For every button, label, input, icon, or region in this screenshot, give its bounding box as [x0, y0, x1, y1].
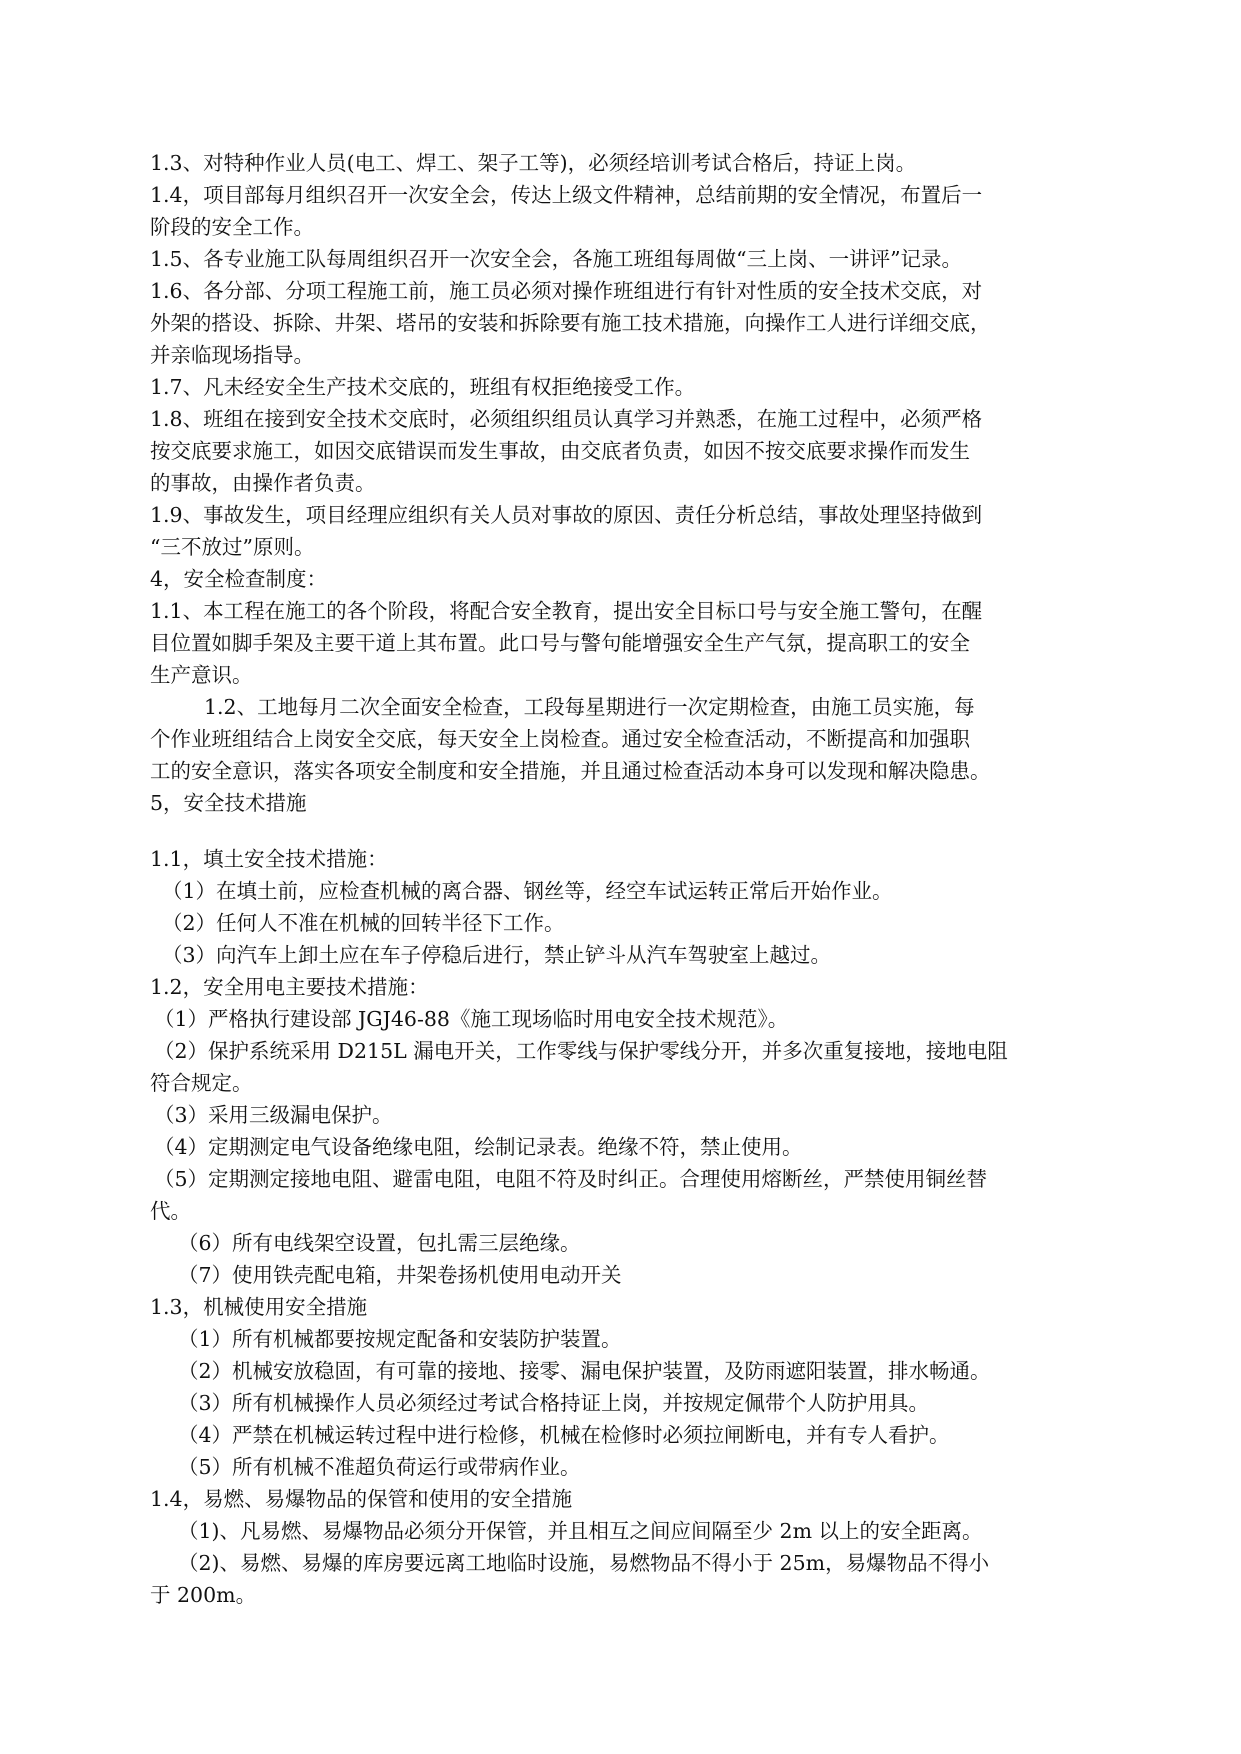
document-body	[150, 147, 1143, 1611]
list-item: （2)、易燃、易爆的库房要远离工地临时设施，易燃物品不得小于 25m，易爆物品不得小	[178, 1551, 990, 1575]
list-item: （6）所有电线架空设置，包扎需三层绝缘。	[178, 1231, 581, 1255]
list-item: （1）严格执行建设部 JGJ46-88《施工现场临时用电安全技术规范》。	[154, 1007, 789, 1031]
list-item: （3）所有机械操作人员必须经过考试合格持证上岗，并按规定佩带个人防护用具。	[178, 1391, 930, 1415]
text-line: 目位置如脚手架及主要干道上其布置。此口号与警句能增强安全生产气氛，提高职工的安全	[150, 631, 970, 655]
text-line: 1.7、凡未经安全生产技术交底的，班组有权拒绝接受工作。	[150, 375, 696, 399]
text-line: 1.3、对特种作业人员(电工、焊工、架子工等)，必须经培训考试合格后，持证上岗。	[150, 151, 917, 175]
text-line: 按交底要求施工，如因交底错误而发生事故，由交底者负责，如因不按交底要求操作而发生	[150, 439, 970, 463]
list-item: （3）向汽车上卸土应在车子停稳后进行，禁止铲斗从汽车驾驶室上越过。	[162, 943, 832, 967]
text-line: 1.1、本工程在施工的各个阶段，将配合安全教育，提出安全目标口号与安全施工警句，在醒	[150, 599, 983, 623]
list-item: （5）定期测定接地电阻、避雷电阻，电阻不符及时纠正。合理使用熔断丝，严禁使用铜丝替	[154, 1167, 988, 1191]
list-item: （4）严禁在机械运转过程中进行检修，机械在检修时必须拉闸断电，并有专人看护。	[178, 1423, 950, 1447]
subsection-heading: 1.4，易燃、易爆物品的保管和使用的安全措施	[150, 1487, 573, 1511]
text-line: “三不放过”原则。	[150, 535, 315, 559]
text-line: 的事故，由操作者负责。	[150, 471, 376, 495]
list-item: （4）定期测定电气设备绝缘电阻，绘制记录表。绝缘不符，禁止使用。	[154, 1135, 803, 1159]
subsection-heading: 1.3，机械使用安全措施	[150, 1295, 368, 1319]
text-line: 个作业班组结合上岗安全交底，每天安全上岗检查。通过安全检查活动，不断提高和加强职	[150, 727, 970, 751]
subsection-heading: 1.1，填土安全技术措施：	[150, 847, 388, 871]
paragraph-gap	[150, 819, 1143, 843]
list-item: （3）采用三级漏电保护。	[154, 1103, 393, 1127]
text-line: 1.6、各分部、分项工程施工前，施工员必须对操作班组进行有针对性质的安全技术交底，对	[150, 279, 983, 303]
list-item: （1）在填土前，应检查机械的离合器、钢丝等，经空车试运转正常后开始作业。	[162, 879, 893, 903]
list-item: （2）保护系统采用 D215L 漏电开关，工作零线与保护零线分开，并多次重复接地，接地电阻	[154, 1039, 1008, 1063]
list-item: （5）所有机械不准超负荷运行或带病作业。	[178, 1455, 581, 1479]
text-line: 1.2、工地每月二次全面安全检查，工段每星期进行一次定期检查，由施工员实施，每	[204, 695, 975, 719]
list-item: （2）机械安放稳固，有可靠的接地、接零、漏电保护装置，及防雨遮阳装置，排水畅通。	[178, 1359, 991, 1383]
section-heading: 5，安全技术措施	[150, 791, 307, 815]
text-line: 1.9、事故发生，项目经理应组织有关人员对事故的原因、责任分析总结，事故处理坚持做到	[150, 503, 983, 527]
list-item: （1)、凡易燃、易爆物品必须分开保管，并且相互之间应间隔至少 2m 以上的安全距离。	[178, 1519, 983, 1543]
list-item: （7）使用铁壳配电箱，井架卷扬机使用电动开关	[178, 1263, 622, 1287]
text-line: 代。	[150, 1199, 191, 1223]
text-line: 1.4，项目部每月组织召开一次安全会，传达上级文件精神，总结前期的安全情况，布置后一	[150, 183, 983, 207]
text-line: 生产意识。	[150, 663, 253, 687]
text-line: 于 200m。	[150, 1583, 257, 1607]
text-line: 1.8、班组在接到安全技术交底时，必须组织组员认真学习并熟悉，在施工过程中，必须严格	[150, 407, 983, 431]
text-line: 阶段的安全工作。	[150, 215, 314, 239]
text-line: 外架的搭设、拆除、井架、塔吊的安装和拆除要有施工技术措施，向操作工人进行详细交底，	[150, 311, 991, 335]
text-line: 符合规定。	[150, 1071, 253, 1095]
list-item: （2）任何人不准在机械的回转半径下工作。	[162, 911, 565, 935]
subsection-heading: 1.2，安全用电主要技术措施：	[150, 975, 429, 999]
list-item: （1）所有机械都要按规定配备和安装防护装置。	[178, 1327, 622, 1351]
text-line: 工的安全意识，落实各项安全制度和安全措施，并且通过检查活动本身可以发现和解决隐患。	[150, 759, 991, 783]
text-line: 1.5、各专业施工队每周组织召开一次安全会，各施工班组每周做“三上岗、一讲评”记录。	[150, 247, 963, 271]
text-line: 并亲临现场指导。	[150, 343, 314, 367]
section-heading: 4，安全检查制度：	[150, 567, 328, 591]
